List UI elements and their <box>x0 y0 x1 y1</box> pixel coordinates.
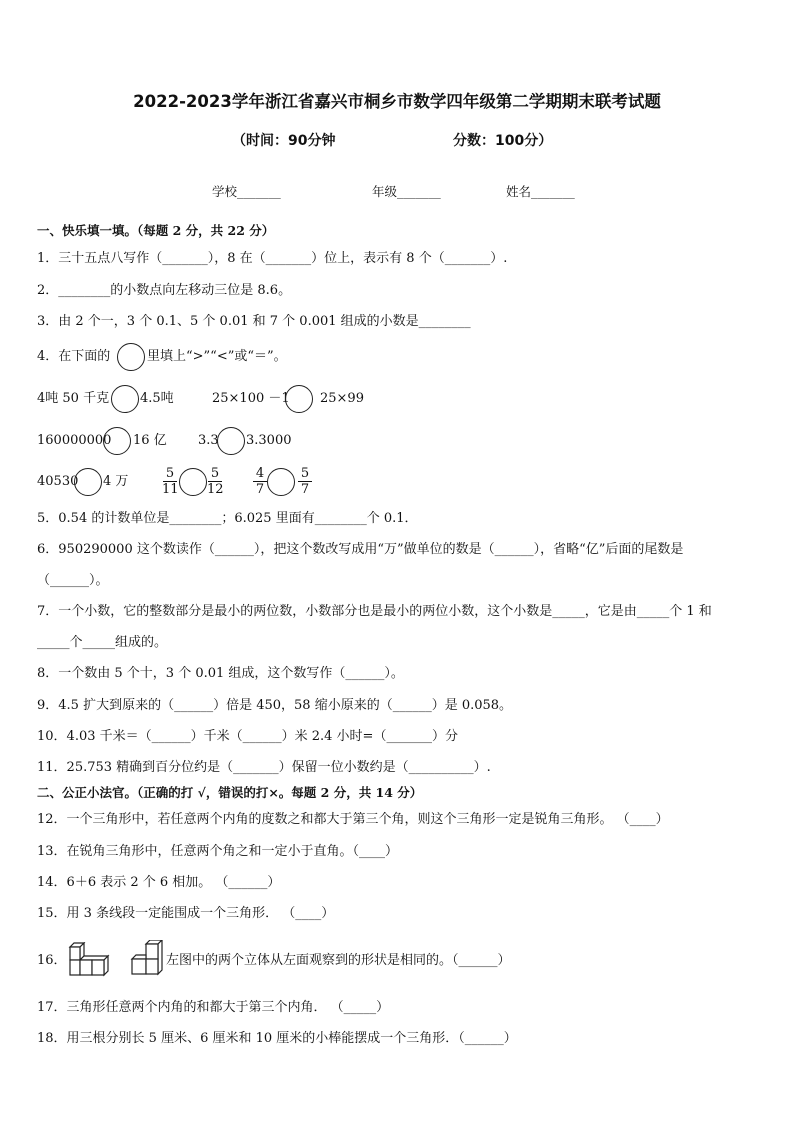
fraction-4 <box>297 466 313 497</box>
fraction-3-denominator: 7 <box>255 482 265 497</box>
question-8: 8．一个数由 5 个十，3 个 0.01 组成，这个数写作（______）。 <box>37 666 404 681</box>
compare-right-2: 25×99 <box>320 391 364 406</box>
school-field: 学校_______ <box>212 184 281 199</box>
question-6-line1: 6．950290000 这个数读作（______），把这个数改写成用“万”做单位的数是（______），省略“亿”后面的尾数是 <box>37 542 684 557</box>
name-field: 姓名_______ <box>506 184 575 199</box>
question-16-text: 左图中的两个立体从左面观察到的形状是相同的。（______） <box>166 953 511 968</box>
question-4-suffix: 里填上“>”“<”或“＝”。 <box>147 349 287 364</box>
question-10: 10．4.03 千米＝（______）千米（______）米 2.4 小时=（_______）分 <box>37 729 458 744</box>
compare-left-2: 25×100 －1 <box>212 391 290 406</box>
question-4-prefix: 4．在下面的 <box>37 349 111 364</box>
compare-right-1: 4.5吨 <box>140 391 174 406</box>
compare-circle-2[interactable] <box>285 385 313 413</box>
fraction-3 <box>252 466 268 497</box>
exam-score: 分数：100分） <box>453 133 553 149</box>
fraction-1-numerator: 5 <box>165 466 175 481</box>
compare-left-1: 4吨 50 千克 <box>37 391 110 406</box>
exam-time: （时间：90分钟 <box>232 133 336 149</box>
question-5: 5．0.54 的计数单位是________；6.025 里面有________个 0.1． <box>37 511 418 526</box>
question-3: 3．由 2 个一，3 个 0.1、5 个 0.01 和 7 个 0.001 组成的小数是________ <box>37 314 471 329</box>
compare-circle-6[interactable] <box>179 468 207 496</box>
fraction-3-numerator: 4 <box>255 466 265 481</box>
fraction-4-denominator: 7 <box>300 482 310 497</box>
compare-right-5: 4 万 <box>103 474 129 489</box>
grade-field: 年级_______ <box>372 184 441 199</box>
compare-right-4: 3.3000 <box>246 433 292 448</box>
fraction-4-numerator: 5 <box>300 466 310 481</box>
cube-figure-2 <box>128 940 168 978</box>
fraction-2-numerator: 5 <box>210 466 220 481</box>
compare-circle-3[interactable] <box>103 427 131 455</box>
fraction-2-denominator: 12 <box>207 482 224 497</box>
fraction-2 <box>207 466 223 497</box>
question-12: 12．一个三角形中，若任意两个内角的度数之和都大于第三个角，则这个三角形一定是锐角三角形。 （____） <box>37 812 669 827</box>
question-6-line2: （______）。 <box>37 573 109 588</box>
fraction-1-denominator: 11 <box>162 482 179 497</box>
compare-right-3: 16 亿 <box>133 433 167 448</box>
question-18: 18．用三根分别长 5 厘米、6 厘米和 10 厘米的小棒能摆成一个三角形．（______） <box>37 1031 517 1046</box>
question-7-line2: _____个_____组成的。 <box>37 635 168 650</box>
compare-circle-7[interactable] <box>267 468 295 496</box>
question-17: 17．三角形任意两个内角的和都大于第三个内角． （_____） <box>37 1000 390 1015</box>
compare-left-4: 3.3 <box>198 433 219 448</box>
compare-circle-5[interactable] <box>74 468 102 496</box>
fraction-1 <box>162 466 178 497</box>
section2-heading: 二、公正小法官。（正确的打 √，错误的打×。每题 2 分，共 14 分） <box>37 785 423 800</box>
question-7-line1: 7．一个小数，它的整数部分是最小的两位数，小数部分也是最小的两位小数，这个小数是_____，它是由_____个 1 和 <box>37 604 712 619</box>
exam-title: 2022-2023学年浙江省嘉兴市桐乡市数学四年级第二学期期末联考试题 <box>133 92 661 111</box>
question-11: 11．25.753 精确到百分位约是（_______）保留一位小数约是（__________）. <box>37 760 491 775</box>
question-15: 15．用 3 条线段一定能围成一个三角形． （____） <box>37 906 335 921</box>
compare-circle-4[interactable] <box>217 427 245 455</box>
compare-circle-1[interactable] <box>111 385 139 413</box>
question-9: 9．4.5 扩大到原来的（______）倍是 450，58 缩小原来的（______）是 0.058。 <box>37 698 513 713</box>
question-2: 2．________的小数点向左移动三位是 8.6。 <box>37 283 292 298</box>
question-16-number: 16． <box>37 953 67 968</box>
compare-left-5: 40530 <box>37 474 79 489</box>
question-13: 13．在锐角三角形中，任意两个角之和一定小于直角。（____） <box>37 844 399 859</box>
question-1: 1．三十五点八写作（_______），8 在（_______）位上，表示有 8 个（_______）. <box>37 251 508 266</box>
question-14: 14．6＋6 表示 2 个 6 相加。 （______） <box>37 875 281 890</box>
compare-left-3: 160000000 <box>37 433 112 448</box>
compare-circle <box>117 343 145 371</box>
section1-heading: 一、快乐填一填。（每题 2 分，共 22 分） <box>37 223 275 238</box>
cube-figure-1 <box>66 942 110 978</box>
